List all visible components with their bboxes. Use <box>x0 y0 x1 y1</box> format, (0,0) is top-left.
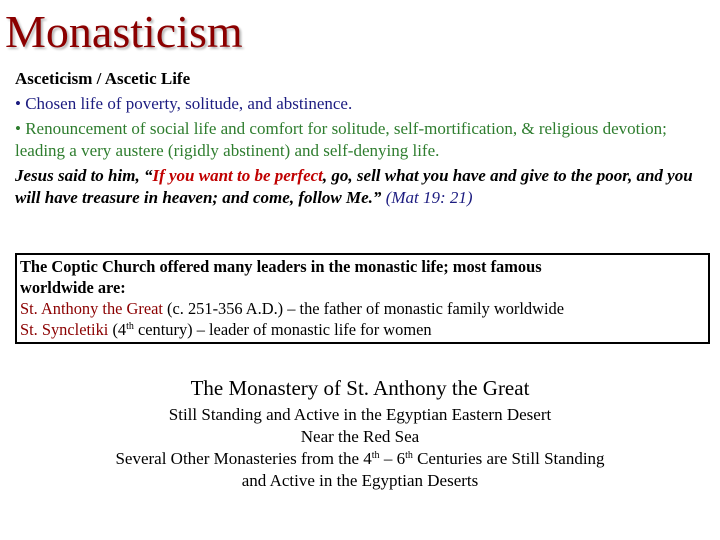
quote-intro: Jesus said to him, “ <box>15 166 153 185</box>
anthony-description: (c. 251-356 A.D.) – the father of monastic family worldwide <box>162 299 564 318</box>
line3-sup-1: th <box>371 450 380 461</box>
coptic-leaders-box <box>15 253 710 344</box>
quote-rest: , go, sell what you have and give to the poor, and you will have treasure in heaven; and come, follow Me.” <box>15 166 693 207</box>
monastery-line-2: Near the Red Sea <box>300 427 420 446</box>
quote-highlight: If you want to be perfect <box>152 166 323 185</box>
bullet-poverty: • Chosen life of poverty, solitude, and abstinence. <box>15 94 353 113</box>
page-title: Monasticism <box>5 6 243 57</box>
monastery-details <box>0 404 720 492</box>
syncletiki-description: century) – leader of monastic life for women <box>133 320 432 339</box>
syncletiki-century-pre: (4 <box>108 320 127 339</box>
section-heading: Asceticism / Ascetic Life <box>15 69 191 88</box>
bullet-renouncement: • Renouncement of social life and comfort for solitude, self-mortification, & religious devotion; leading a very austere (rigidly abstinent) and self-denying life. <box>15 119 667 160</box>
box-line-2: worldwide are: <box>20 278 126 297</box>
box-line-1: The Coptic Church offered many leaders in the monastic life; most famous <box>20 257 542 276</box>
line3-pre: Several Other Monasteries from the 4 <box>115 449 372 468</box>
syncletiki-name: St. Syncletiki <box>20 320 109 339</box>
line3-mid: – 6 <box>379 449 406 468</box>
quote-reference: (Mat 19: 21) <box>381 188 473 207</box>
monastery-title: The Monastery of St. Anthony the Great <box>190 376 530 400</box>
anthony-line <box>20 298 705 319</box>
syncletiki-century-sup: th <box>126 321 134 332</box>
monastery-line-4: and Active in the Egyptian Deserts <box>241 471 479 490</box>
asceticism-section <box>15 68 710 209</box>
line3-sup-2: th <box>405 450 413 461</box>
syncletiki-line <box>20 319 705 340</box>
anthony-name: St. Anthony the Great <box>20 299 163 318</box>
monastery-line-3 <box>0 448 720 470</box>
scripture-quote <box>15 165 710 209</box>
line3-post: Centuries are Still Standing <box>412 449 605 468</box>
monastery-line-1: Still Standing and Active in the Egyptian Eastern Desert <box>168 405 552 424</box>
